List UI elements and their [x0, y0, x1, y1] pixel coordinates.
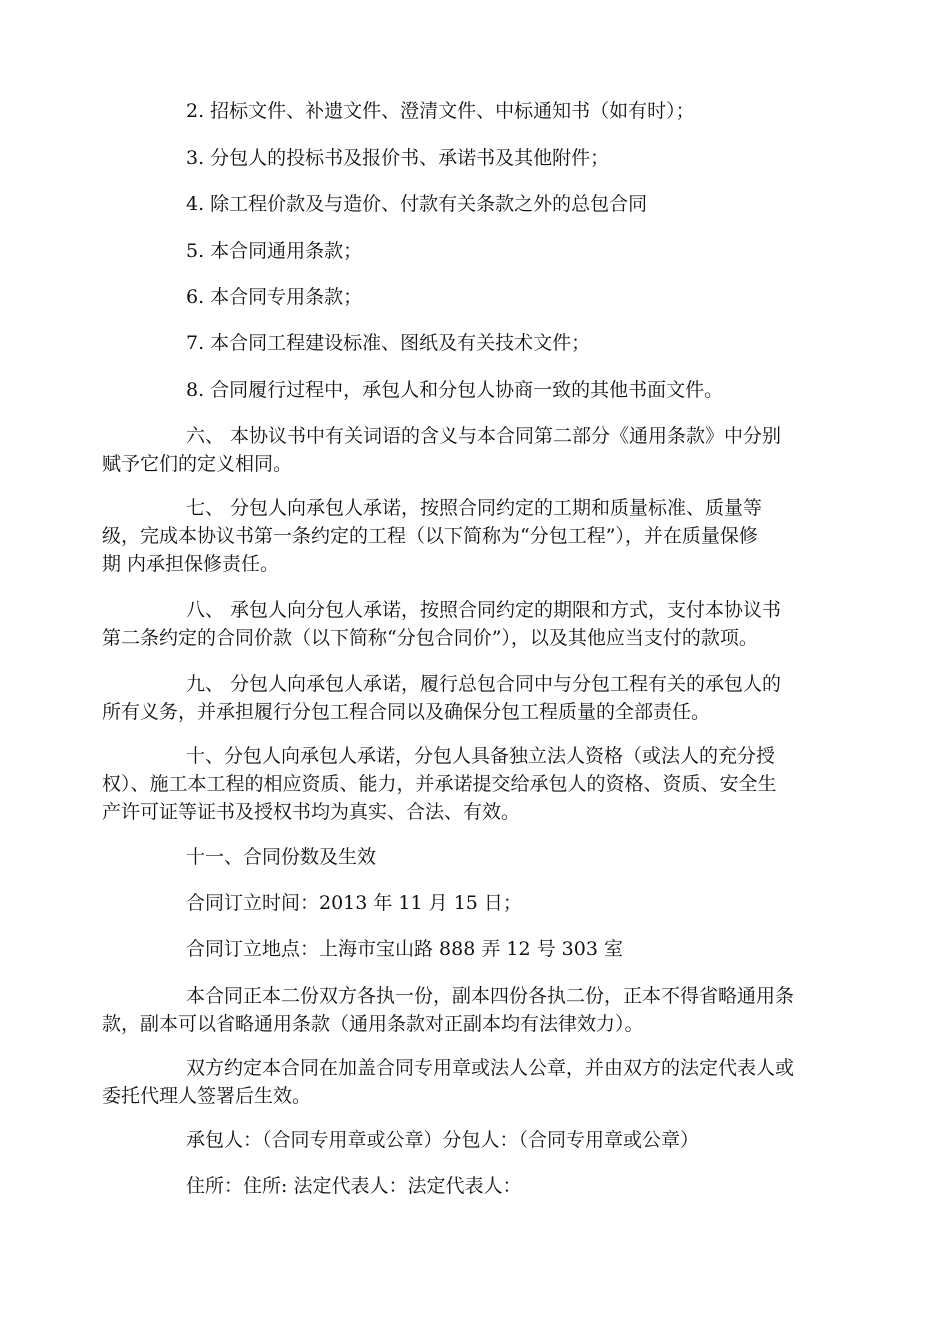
clause-9-paragraph: [102, 670, 848, 726]
effect-line-1: 双方约定本合同在加盖合同专用章或法人公章，并由双方的法定代表人或: [186, 1057, 795, 1079]
clause-6-line-2: 赋予它们的定义相同。: [102, 453, 293, 475]
list-item-5: 5. 本合同通用条款；: [186, 240, 363, 262]
clause-8-line-1: 八、 承包人向分包人承诺，按照合同约定的期限和方式，支付本协议书: [186, 599, 782, 621]
sign-place: 合同订立地点：上海市宝山路 888 弄 12 号 303 室: [186, 938, 623, 960]
clause-10-paragraph: [102, 742, 848, 826]
sign-time: 合同订立时间：2013 年 11 月 15 日；: [186, 892, 522, 914]
clause-8-paragraph: [102, 596, 848, 652]
clause-9-line-1: 九、 分包人向承包人承诺，履行总包合同中与分包工程有关的承包人的: [186, 673, 782, 695]
list-item-8: 8. 合同履行过程中，承包人和分包人协商一致的其他书面文件。: [186, 379, 724, 401]
parties-line: 承包人：（合同专用章或公章）分包人：（合同专用章或公章）: [186, 1129, 700, 1151]
clause-7-line-1: 七、 分包人向承包人承诺，按照合同约定的工期和质量标准、质量等: [186, 497, 763, 519]
address-line: 住所：住所: 法定代表人：法定代表人：: [186, 1175, 522, 1197]
copies-line-1: 本合同正本二份双方各执一份，副本四份各执二份，正本不得省略通用条: [186, 985, 795, 1007]
list-item-6: 6. 本合同专用条款；: [186, 286, 363, 308]
clause-7-paragraph: [102, 494, 848, 578]
effect-paragraph: [102, 1054, 848, 1110]
clause-9-line-2: 所有义务，并承担履行分包工程合同以及确保分包工程质量的全部责任。: [102, 701, 711, 723]
list-item-7: 7. 本合同工程建设标准、图纸及有关技术文件；: [186, 332, 591, 354]
clause-7-line-2: 级，完成本协议书第一条约定的工程（以下简称为“分包工程”），并在质量保修: [102, 525, 758, 547]
list-item-4: 4. 除工程价款及与造价、付款有关条款之外的总包合同: [186, 193, 648, 215]
clause-10-line-3: 产许可证等证书及授权书均为真实、合法、有效。: [102, 801, 521, 823]
list-item-3: 3. 分包人的投标书及报价书、承诺书及其他附件；: [186, 147, 610, 169]
clause-6-line-1: 六、 本协议书中有关词语的含义与本合同第二部分《通用条款》中分别: [186, 425, 782, 447]
copies-line-2: 款，副本可以省略通用条款（通用条款对正副本均有法律效力）。: [102, 1013, 644, 1035]
clause-10-line-1: 十、分包人向承包人承诺，分包人具备独立法人资格（或法人的充分授: [186, 745, 776, 767]
copies-paragraph: [102, 982, 848, 1038]
clause-11-title: 十一、合同份数及生效: [186, 846, 377, 868]
clause-8-line-2: 第二条约定的合同价款（以下简称“分包合同价”），以及其他应当支付的款项。: [102, 627, 758, 649]
list-item-2: 2. 招标文件、补遗文件、澄清文件、中标通知书（如有时）；: [186, 100, 695, 122]
clause-7-line-3: 期 内承担保修责任。: [102, 553, 280, 575]
effect-line-2: 委托代理人签署后生效。: [102, 1085, 312, 1107]
clause-6-paragraph: [102, 422, 848, 478]
clause-10-line-2: 权）、施工本工程的相应资质、能力，并承诺提交给承包人的资格、资质、安全生: [102, 773, 777, 795]
